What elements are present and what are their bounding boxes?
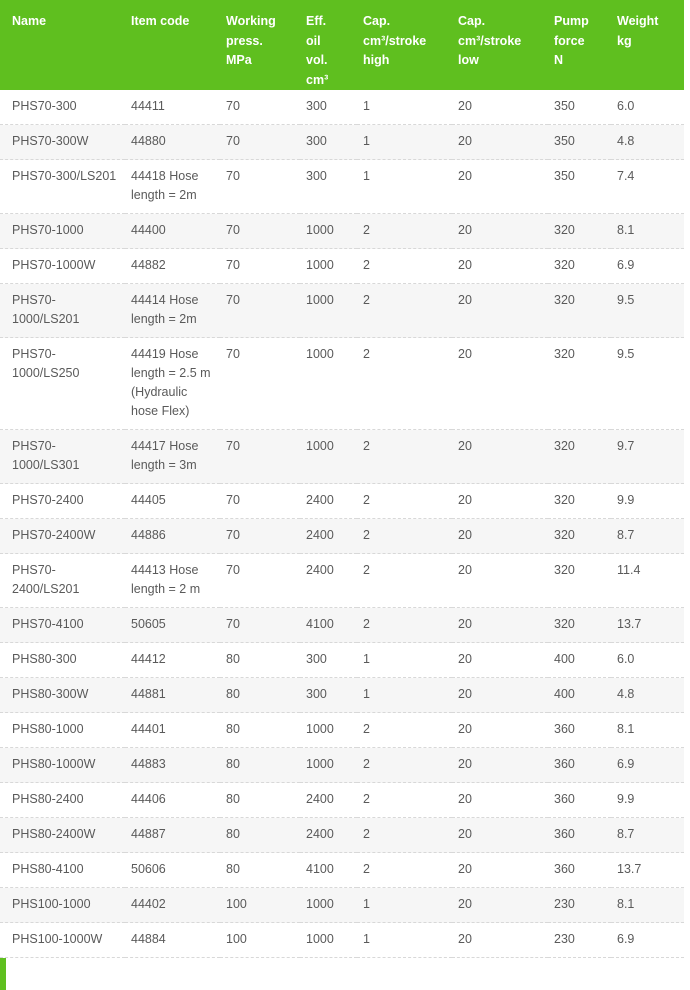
column-header-line: Cap. (458, 14, 486, 28)
table-cell: 1 (357, 125, 452, 160)
column-header-line: MPa (226, 53, 252, 67)
table-header (0, 0, 684, 90)
table-cell: 2 (357, 783, 452, 818)
table-cell: 8.7 (611, 818, 684, 853)
table-cell: 44418 Hose length = 2m (125, 160, 220, 214)
table-cell: 100 (220, 888, 300, 923)
table-cell: 70 (220, 484, 300, 519)
table-row (0, 519, 684, 554)
table-cell: 100 (220, 923, 300, 958)
table-cell: 13.7 (611, 608, 684, 643)
table-cell: 2 (357, 430, 452, 484)
table-cell: 80 (220, 818, 300, 853)
table-cell: 360 (548, 713, 611, 748)
table-cell: 2 (357, 608, 452, 643)
table-cell: 1 (357, 90, 452, 125)
column-header-line: Item code (131, 14, 190, 28)
table-cell: PHS70-300 (0, 90, 125, 125)
table-cell: PHS80-2400 (0, 783, 125, 818)
table-cell: PHS80-1000W (0, 748, 125, 783)
table-row (0, 125, 684, 160)
table-cell: 44882 (125, 249, 220, 284)
table-cell: 1000 (300, 284, 357, 338)
table-cell: 1000 (300, 713, 357, 748)
table-cell: 320 (548, 430, 611, 484)
table-cell: 44411 (125, 90, 220, 125)
header-row (0, 0, 684, 90)
table-cell: 44412 (125, 643, 220, 678)
table-cell: 1 (357, 923, 452, 958)
table-cell: 1000 (300, 923, 357, 958)
table-cell: 70 (220, 519, 300, 554)
table-cell: PHS80-2400W (0, 818, 125, 853)
table-row (0, 338, 684, 430)
table-cell: PHS70-300W (0, 125, 125, 160)
table-cell: 70 (220, 214, 300, 249)
table-cell: 20 (452, 338, 548, 430)
table-cell: 70 (220, 608, 300, 643)
table-row (0, 748, 684, 783)
table-cell: 8.1 (611, 214, 684, 249)
table-row (0, 160, 684, 214)
table-row (0, 249, 684, 284)
table-cell: 1 (357, 643, 452, 678)
table-cell: 44413 Hose length = 2 m (125, 554, 220, 608)
table-body (0, 90, 684, 958)
table-cell: 2 (357, 748, 452, 783)
column-header-line: Name (12, 14, 47, 28)
table-cell: 9.7 (611, 430, 684, 484)
table-cell: 20 (452, 923, 548, 958)
table-cell: 2 (357, 519, 452, 554)
table-cell: 20 (452, 214, 548, 249)
table-cell: 80 (220, 643, 300, 678)
table-cell: 9.9 (611, 783, 684, 818)
table-cell: 2400 (300, 484, 357, 519)
table-cell: 44406 (125, 783, 220, 818)
table-cell: 2 (357, 853, 452, 888)
table-cell: 20 (452, 783, 548, 818)
table-cell: PHS70-300/LS201 (0, 160, 125, 214)
table-cell: 1 (357, 160, 452, 214)
table-cell: 20 (452, 554, 548, 608)
table-cell: 20 (452, 125, 548, 160)
table-cell: 320 (548, 249, 611, 284)
table-cell: 320 (548, 608, 611, 643)
table-cell: 300 (300, 643, 357, 678)
table-cell: 44414 Hose length = 2m (125, 284, 220, 338)
table-cell: 20 (452, 678, 548, 713)
table-cell: 20 (452, 853, 548, 888)
table-cell: 80 (220, 748, 300, 783)
table-cell: 20 (452, 643, 548, 678)
column-header-line: press. (226, 33, 263, 48)
table-row (0, 643, 684, 678)
table-cell: 9.9 (611, 484, 684, 519)
column-header (548, 0, 611, 90)
table-cell: 6.0 (611, 643, 684, 678)
column-header (357, 0, 452, 90)
table-cell: 2 (357, 818, 452, 853)
table-cell: 1 (357, 678, 452, 713)
table-cell: 300 (300, 678, 357, 713)
table-cell: 230 (548, 888, 611, 923)
table-cell: 80 (220, 783, 300, 818)
table-cell: PHS100-1000 (0, 888, 125, 923)
table-cell: 320 (548, 519, 611, 554)
table-row (0, 888, 684, 923)
column-header (300, 0, 357, 90)
table-row (0, 214, 684, 249)
table-cell: PHS80-300W (0, 678, 125, 713)
column-header-line: force (554, 33, 585, 48)
table-cell: 13.7 (611, 853, 684, 888)
table-cell: 50605 (125, 608, 220, 643)
table-cell: 4100 (300, 853, 357, 888)
table-cell: 44400 (125, 214, 220, 249)
table-cell: 2 (357, 338, 452, 430)
table-cell: PHS70-1000W (0, 249, 125, 284)
table-cell: PHS70-4100 (0, 608, 125, 643)
table-cell: 70 (220, 90, 300, 125)
table-cell: 20 (452, 284, 548, 338)
column-header-line: Pump (554, 14, 589, 28)
table-cell: 80 (220, 678, 300, 713)
table-cell: 2400 (300, 783, 357, 818)
table-cell: PHS70-2400 (0, 484, 125, 519)
table-cell: 2400 (300, 554, 357, 608)
table-cell: 2 (357, 484, 452, 519)
table-cell: 350 (548, 90, 611, 125)
table-cell: 20 (452, 430, 548, 484)
table-cell: 320 (548, 284, 611, 338)
table-row (0, 923, 684, 958)
table-cell: 70 (220, 160, 300, 214)
column-header-line: N (554, 53, 564, 67)
table-cell: 4.8 (611, 125, 684, 160)
table-row (0, 284, 684, 338)
column-header-line: oil (306, 33, 321, 48)
table-cell: 300 (300, 90, 357, 125)
table-cell: 20 (452, 249, 548, 284)
table-row (0, 853, 684, 888)
table-row (0, 554, 684, 608)
table-cell: PHS80-300 (0, 643, 125, 678)
table-cell: 70 (220, 430, 300, 484)
table-cell: 20 (452, 519, 548, 554)
table-cell: PHS70-2400/LS201 (0, 554, 125, 608)
table-cell: 6.0 (611, 90, 684, 125)
table-cell: 350 (548, 125, 611, 160)
table-cell: 8.1 (611, 713, 684, 748)
table-cell: 2400 (300, 818, 357, 853)
table-cell: PHS70-1000/LS301 (0, 430, 125, 484)
table-cell: 1000 (300, 748, 357, 783)
column-header (452, 0, 548, 90)
table-cell: 44405 (125, 484, 220, 519)
table-cell: 360 (548, 748, 611, 783)
table-cell: 44402 (125, 888, 220, 923)
table-cell: 230 (548, 923, 611, 958)
table-cell: 360 (548, 818, 611, 853)
table-cell: 44887 (125, 818, 220, 853)
table-row (0, 713, 684, 748)
column-header (0, 0, 125, 90)
table-row (0, 484, 684, 519)
table-cell: 70 (220, 338, 300, 430)
table-cell: PHS100-1000W (0, 923, 125, 958)
table-cell: 80 (220, 713, 300, 748)
column-header-line: high (363, 53, 390, 67)
table-cell: 300 (300, 125, 357, 160)
table-cell: PHS80-1000 (0, 713, 125, 748)
table-cell: 2 (357, 713, 452, 748)
table-cell: 300 (300, 160, 357, 214)
table-cell: 80 (220, 853, 300, 888)
table-cell: 70 (220, 554, 300, 608)
table-cell: 2 (357, 554, 452, 608)
table-cell: 6.9 (611, 923, 684, 958)
table-cell: 44419 Hose length = 2.5 m (Hydraulic hose Flex) (125, 338, 220, 430)
table-cell: PHS70-1000 (0, 214, 125, 249)
column-header-line: kg (617, 33, 632, 48)
table-cell: 70 (220, 249, 300, 284)
table-cell: 6.9 (611, 249, 684, 284)
table-row (0, 430, 684, 484)
column-header-line: cm³/stroke (363, 33, 427, 48)
table-cell: 1000 (300, 338, 357, 430)
table-cell: 320 (548, 484, 611, 519)
table-cell: 20 (452, 608, 548, 643)
table-cell: 2400 (300, 519, 357, 554)
table-cell: 400 (548, 678, 611, 713)
column-header-line: vol. (306, 53, 328, 67)
table-cell: 2 (357, 249, 452, 284)
table-row (0, 90, 684, 125)
table-cell: 44886 (125, 519, 220, 554)
table-cell: 2 (357, 214, 452, 249)
table-cell: PHS80-4100 (0, 853, 125, 888)
table-cell: 70 (220, 125, 300, 160)
table-cell: 1000 (300, 214, 357, 249)
column-header (220, 0, 300, 90)
table-cell: 44417 Hose length = 3m (125, 430, 220, 484)
table-cell: 360 (548, 783, 611, 818)
table-cell: 44880 (125, 125, 220, 160)
table-cell: 400 (548, 643, 611, 678)
table-cell: 44884 (125, 923, 220, 958)
table-cell: 7.4 (611, 160, 684, 214)
table-cell: 320 (548, 554, 611, 608)
column-header (125, 0, 220, 90)
table-row (0, 678, 684, 713)
table-cell: 20 (452, 748, 548, 783)
table-cell: 2 (357, 284, 452, 338)
table-cell: 44401 (125, 713, 220, 748)
table-cell: 1000 (300, 430, 357, 484)
table-row (0, 608, 684, 643)
column-header-line: Working (226, 14, 276, 28)
column-header (611, 0, 684, 90)
table-cell: PHS70-1000/LS250 (0, 338, 125, 430)
column-header-line: cm³/stroke (458, 33, 522, 48)
table-cell: 20 (452, 90, 548, 125)
table-cell: 9.5 (611, 284, 684, 338)
table-row (0, 783, 684, 818)
table-cell: 9.5 (611, 338, 684, 430)
table-cell: 8.1 (611, 888, 684, 923)
column-header-line: cm³ (306, 72, 329, 87)
table-cell: 50606 (125, 853, 220, 888)
column-header-line: Cap. (363, 14, 391, 28)
table-cell: 4.8 (611, 678, 684, 713)
table-cell: 20 (452, 818, 548, 853)
table-cell: 1000 (300, 249, 357, 284)
table-cell: 320 (548, 214, 611, 249)
table-cell: PHS70-1000/LS201 (0, 284, 125, 338)
column-header-line: low (458, 53, 479, 67)
table-cell: 1000 (300, 888, 357, 923)
table-cell: 20 (452, 484, 548, 519)
table-row (0, 818, 684, 853)
table-cell: 20 (452, 888, 548, 923)
table-cell: 8.7 (611, 519, 684, 554)
table-cell: 350 (548, 160, 611, 214)
column-header-line: Eff. (306, 14, 327, 28)
table-cell: 11.4 (611, 554, 684, 608)
table-cell: 1 (357, 888, 452, 923)
table-cell: 44881 (125, 678, 220, 713)
table-cell: 6.9 (611, 748, 684, 783)
column-header-line: Weight (617, 14, 659, 28)
table-cell: 44883 (125, 748, 220, 783)
table-cell: PHS70-2400W (0, 519, 125, 554)
table-cell: 70 (220, 284, 300, 338)
table-cell: 320 (548, 338, 611, 430)
table-cell: 4100 (300, 608, 357, 643)
table-cell: 360 (548, 853, 611, 888)
table-cell: 20 (452, 160, 548, 214)
table-cell: 20 (452, 713, 548, 748)
